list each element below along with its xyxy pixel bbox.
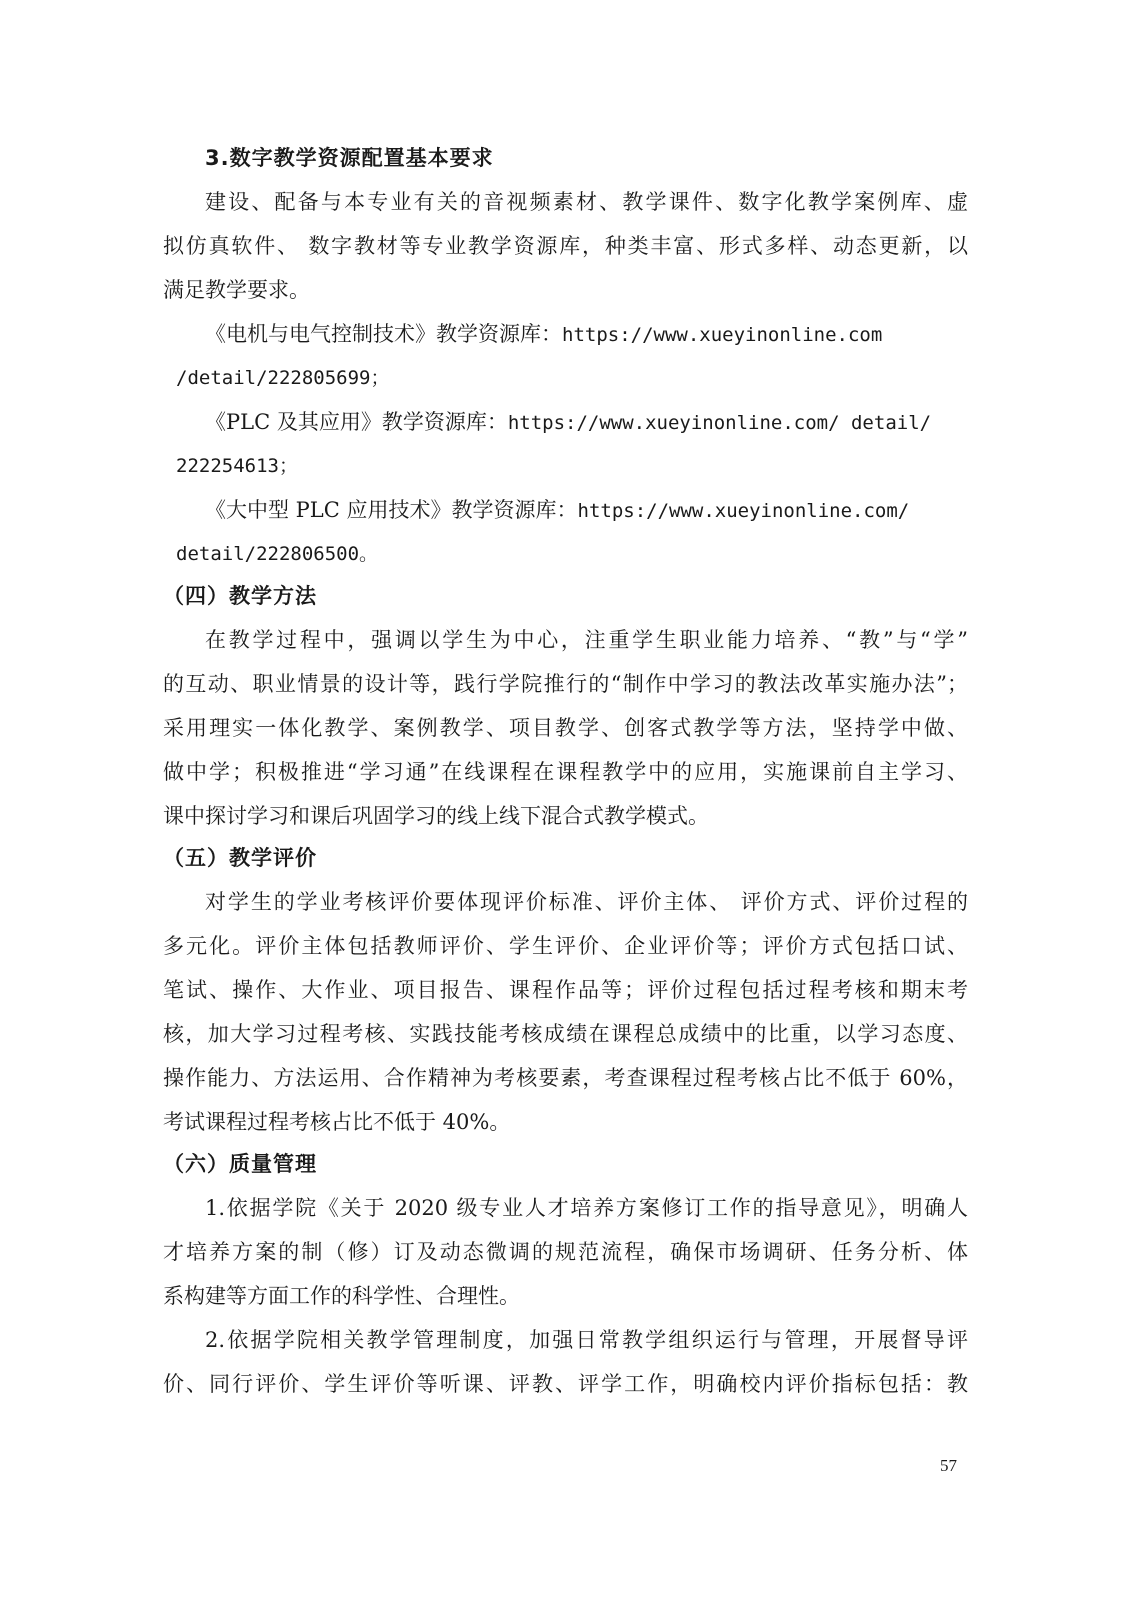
resource-url[interactable]: https://www.xueyinonline.com (562, 324, 883, 346)
paragraph-line: 做中学；积极推进“学习通”在线课程在课程教学中的应用，实施课前自主学习、 (163, 760, 968, 784)
paragraph-line: 多元化。评价主体包括教师评价、学生评价、企业评价等；评价方式包括口试、 (163, 934, 968, 958)
resource-entry-motor-control (205, 319, 882, 349)
section-heading-digital-resources: 3.数字教学资源配置基本要求 (205, 146, 494, 170)
paragraph-line: 采用理实一体化教学、案例教学、项目教学、创客式教学等方法，坚持学中做、 (163, 716, 968, 740)
resource-entry-large-plc (205, 495, 909, 525)
section-heading-teaching-methods: （四）教学方法 (163, 584, 317, 608)
section-heading-quality-management: （六）质量管理 (163, 1152, 317, 1176)
resource-url-continuation[interactable]: detail/222806500。 (176, 543, 379, 565)
resource-url-continuation[interactable]: /detail/222805699； (176, 367, 390, 389)
paragraph-line: 课中探讨学习和课后巩固学习的线上线下混合式教学模式。 (163, 804, 709, 828)
page-number: 57 (940, 1456, 957, 1475)
paragraph-line: 建设、配备与本专业有关的音视频素材、教学课件、数字化教学案例库、虚 (205, 190, 968, 214)
section-heading-teaching-evaluation: （五）教学评价 (163, 846, 317, 870)
paragraph-line: 的互动、职业情景的设计等，践行学院推行的“制作中学习的教法改革实施办法”； (163, 672, 968, 696)
list-item-line: 系构建等方面工作的科学性、合理性。 (163, 1284, 520, 1308)
paragraph-line: 对学生的学业考核评价要体现评价标准、评价主体、 评价方式、评价过程的 (205, 890, 968, 914)
paragraph-line: 考试课程过程考核占比不低于 40%。 (163, 1110, 511, 1134)
paragraph-line: 在教学过程中，强调以学生为中心，注重学生职业能力培养、“教”与“学” (205, 628, 968, 652)
list-item-line: 才培养方案的制（修）订及动态微调的规范流程，确保市场调研、任务分析、体 (163, 1240, 968, 1264)
resource-entry-plc (205, 407, 931, 437)
paragraph-line: 操作能力、方法运用、合作精神为考核要素，考查课程过程考核占比不低于 60%， (163, 1066, 968, 1090)
resource-name: 《大中型 PLC 应用技术》教学资源库： (205, 498, 578, 522)
paragraph-line: 笔试、操作、大作业、项目报告、课程作品等；评价过程包括过程考核和期末考 (163, 978, 968, 1002)
resource-url[interactable]: https://www.xueyinonline.com/ detail/ (507, 412, 932, 434)
paragraph-line: 拟仿真软件、 数字教材等专业教学资源库，种类丰富、形式多样、动态更新，以 (163, 234, 968, 258)
resource-name: 《PLC 及其应用》教学资源库： (205, 410, 508, 434)
resource-url[interactable]: https://www.xueyinonline.com/ (577, 500, 910, 522)
list-item-line: 价、同行评价、学生评价等听课、评教、评学工作，明确校内评价指标包括：教 (163, 1372, 968, 1396)
paragraph-line: 核，加大学习过程考核、实践技能考核成绩在课程总成绩中的比重，以学习态度、 (163, 1022, 968, 1046)
resource-name: 《电机与电气控制技术》教学资源库： (205, 322, 562, 346)
list-item-line: 1.依据学院《关于 2020 级专业人才培养方案修订工作的指导意见》，明确人 (205, 1196, 968, 1220)
resource-url-continuation[interactable]: 222254613； (176, 455, 298, 477)
list-item-line: 2.依据学院相关教学管理制度，加强日常教学组织运行与管理，开展督导评 (205, 1328, 968, 1352)
paragraph-line: 满足教学要求。 (163, 278, 310, 302)
